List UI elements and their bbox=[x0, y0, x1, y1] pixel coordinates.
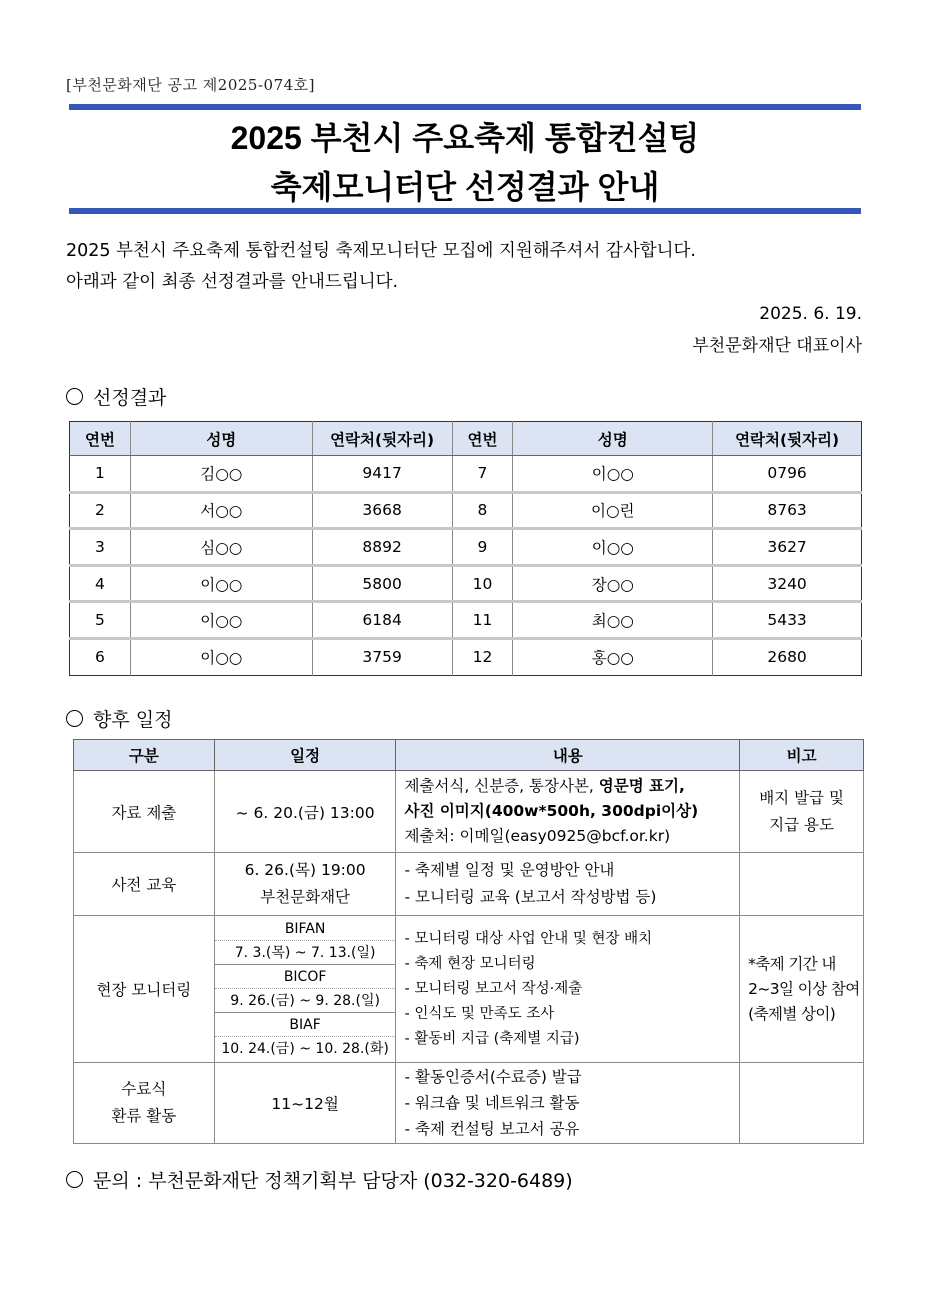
schedule-row-monitoring bbox=[74, 916, 864, 1063]
cell: 서○○ bbox=[130, 492, 312, 529]
signature: 부천문화재단 대표이사 bbox=[692, 336, 862, 356]
cell: 이○린 bbox=[513, 492, 713, 529]
content-cell bbox=[396, 1063, 740, 1144]
cell: 2680 bbox=[713, 638, 862, 675]
cell: 12 bbox=[452, 638, 513, 675]
page-title-line1: 2025 부천시 주요축제 통합컨설팅 bbox=[230, 120, 700, 156]
announcement-date: 2025. 6. 19. bbox=[759, 304, 862, 324]
table-row bbox=[70, 638, 862, 675]
cell: 3 bbox=[70, 529, 131, 566]
date-cell: 11~12월 bbox=[214, 1063, 396, 1144]
note-cell bbox=[740, 853, 864, 916]
cell: 이○○ bbox=[513, 529, 713, 566]
note-cell bbox=[740, 771, 864, 853]
cell: 10 bbox=[452, 565, 513, 602]
date-cell: ~ 6. 20.(금) 13:00 bbox=[214, 771, 396, 853]
schedule-table bbox=[73, 739, 864, 1144]
schedule-row-submit bbox=[74, 771, 864, 853]
cell: 0796 bbox=[713, 456, 862, 493]
table-row bbox=[70, 529, 862, 566]
cell: 7 bbox=[452, 456, 513, 493]
schedule-row-closing bbox=[74, 1063, 864, 1144]
festival-name: BIFAN bbox=[215, 917, 396, 941]
col-header: 연락처(뒷자리) bbox=[713, 422, 862, 456]
intro-line2: 아래과 같이 최종 선정결과를 안내드립니다. bbox=[66, 272, 399, 292]
content-line: - 워크숍 및 네트워크 활동 bbox=[404, 1094, 580, 1112]
note-line: 지급 용도 bbox=[769, 815, 834, 834]
note-line: *축제 기간 내 bbox=[748, 954, 836, 973]
cell: 5 bbox=[70, 602, 131, 639]
title-top-rule bbox=[69, 104, 861, 110]
table-header-row bbox=[70, 422, 862, 456]
col-header: 성명 bbox=[130, 422, 312, 456]
festival-period: 9. 26.(금) ~ 9. 28.(일) bbox=[215, 989, 396, 1013]
cell: 홍○○ bbox=[513, 638, 713, 675]
content-text: 제출서식, 신분증, 통장사본, bbox=[404, 777, 599, 795]
festival-period: 7. 3.(목) ~ 7. 13.(일) bbox=[215, 941, 396, 965]
content-line: - 활동비 지급 (축제별 지급) bbox=[404, 1030, 580, 1047]
content-line: - 모니터링 보고서 작성·제출 bbox=[404, 980, 583, 997]
note-cell bbox=[740, 916, 864, 1063]
content-cell bbox=[396, 771, 740, 853]
table-header-row bbox=[74, 740, 864, 771]
date-line: 6. 26.(목) 19:00 bbox=[244, 861, 366, 879]
content-bold: 사진 이미지(400w*500h, 300dpi이상) bbox=[404, 802, 699, 820]
col-header: 연번 bbox=[70, 422, 131, 456]
cell: 이○○ bbox=[130, 602, 312, 639]
festival-name: BICOF bbox=[215, 965, 396, 989]
festival-period: 10. 24.(금) ~ 10. 28.(화) bbox=[221, 1041, 389, 1057]
section-title: 향후 일정 bbox=[93, 709, 173, 731]
circle-bullet-icon bbox=[66, 1171, 83, 1188]
note-line: (축제별 상이) bbox=[748, 1004, 836, 1023]
content-line: - 활동인증서(수료증) 발급 bbox=[404, 1068, 582, 1086]
category-cell: 자료 제출 bbox=[74, 771, 215, 853]
page-title-line2: 축제모니터단 선정결과 안내 bbox=[270, 169, 660, 205]
cell: 8892 bbox=[312, 529, 452, 566]
results-table bbox=[69, 421, 862, 676]
table-row bbox=[70, 492, 862, 529]
cell: 이○○ bbox=[130, 638, 312, 675]
contact-text: 문의 : 부천문화재단 정책기획부 담당자 (032-320-6489) bbox=[93, 1170, 573, 1192]
note-line: 2~3일 이상 참여 bbox=[748, 979, 860, 998]
content-bold: 영문명 표기, bbox=[598, 777, 685, 795]
cell: 4 bbox=[70, 565, 131, 602]
cell: 6 bbox=[70, 638, 131, 675]
content-line: - 축제별 일정 및 운영방안 안내 bbox=[404, 861, 615, 879]
cell: 3759 bbox=[312, 638, 452, 675]
content-line: - 모니터링 대상 사업 안내 및 현장 배치 bbox=[404, 930, 653, 947]
date-cell bbox=[214, 853, 396, 916]
festival-name: BIAF bbox=[215, 1013, 396, 1037]
col-header: 연번 bbox=[452, 422, 513, 456]
date-cell bbox=[214, 916, 396, 1063]
category-cell: 사전 교육 bbox=[74, 853, 215, 916]
cell: 9 bbox=[452, 529, 513, 566]
cell: 최○○ bbox=[513, 602, 713, 639]
cell: 8763 bbox=[713, 492, 862, 529]
date-line: 부천문화재단 bbox=[260, 888, 351, 906]
cell: 장○○ bbox=[513, 565, 713, 602]
content-line: - 축제 컨설팅 보고서 공유 bbox=[404, 1120, 580, 1138]
schedule-row-training bbox=[74, 853, 864, 916]
cell: 6184 bbox=[312, 602, 452, 639]
cell: 이○○ bbox=[513, 456, 713, 493]
section-contact bbox=[66, 1166, 573, 1193]
category-cell: 현장 모니터링 bbox=[74, 916, 215, 1063]
table-row bbox=[70, 565, 862, 602]
table-row bbox=[70, 602, 862, 639]
col-header: 일정 bbox=[214, 740, 396, 771]
circle-bullet-icon bbox=[66, 710, 83, 727]
content-line: - 모니터링 교육 (보고서 작성방법 등) bbox=[404, 888, 657, 906]
cell: 1 bbox=[70, 456, 131, 493]
category-cell bbox=[74, 1063, 215, 1144]
table-row bbox=[70, 456, 862, 493]
cell: 3668 bbox=[312, 492, 452, 529]
category-line: 환류 활동 bbox=[111, 1107, 177, 1125]
cell: 심○○ bbox=[130, 529, 312, 566]
note-cell bbox=[740, 1063, 864, 1144]
col-header: 비고 bbox=[740, 740, 864, 771]
section-title: 선정결과 bbox=[93, 387, 167, 409]
content-line: - 인식도 및 만족도 조사 bbox=[404, 1005, 555, 1022]
cell: 이○○ bbox=[130, 565, 312, 602]
cell: 11 bbox=[452, 602, 513, 639]
cell: 5800 bbox=[312, 565, 452, 602]
content-cell bbox=[396, 916, 740, 1063]
title-bottom-rule bbox=[69, 208, 861, 214]
cell: 2 bbox=[70, 492, 131, 529]
notice-number: [부천문화재단 공고 제2025-074호] bbox=[66, 76, 316, 94]
category-line: 수료식 bbox=[121, 1080, 167, 1098]
section-schedule-heading bbox=[66, 705, 172, 732]
cell: 5433 bbox=[713, 602, 862, 639]
cell: 8 bbox=[452, 492, 513, 529]
content-line: - 축제 현장 모니터링 bbox=[404, 955, 536, 972]
col-header: 구분 bbox=[74, 740, 215, 771]
content-cell bbox=[396, 853, 740, 916]
intro-paragraph bbox=[66, 236, 866, 298]
cell: 3240 bbox=[713, 565, 862, 602]
note-line: 배지 발급 및 bbox=[759, 788, 844, 807]
cell: 김○○ bbox=[130, 456, 312, 493]
col-header: 성명 bbox=[513, 422, 713, 456]
content-text: 제출처: 이메일(easy0925@bcf.or.kr) bbox=[404, 827, 671, 845]
circle-bullet-icon bbox=[66, 388, 83, 405]
intro-line1: 2025 부천시 주요축제 통합컨설팅 축제모니터단 모집에 지원해주셔서 감사합니다. bbox=[66, 241, 696, 261]
section-results-heading bbox=[66, 383, 166, 410]
cell: 9417 bbox=[312, 456, 452, 493]
cell: 3627 bbox=[713, 529, 862, 566]
col-header: 내용 bbox=[396, 740, 740, 771]
col-header: 연락처(뒷자리) bbox=[312, 422, 452, 456]
